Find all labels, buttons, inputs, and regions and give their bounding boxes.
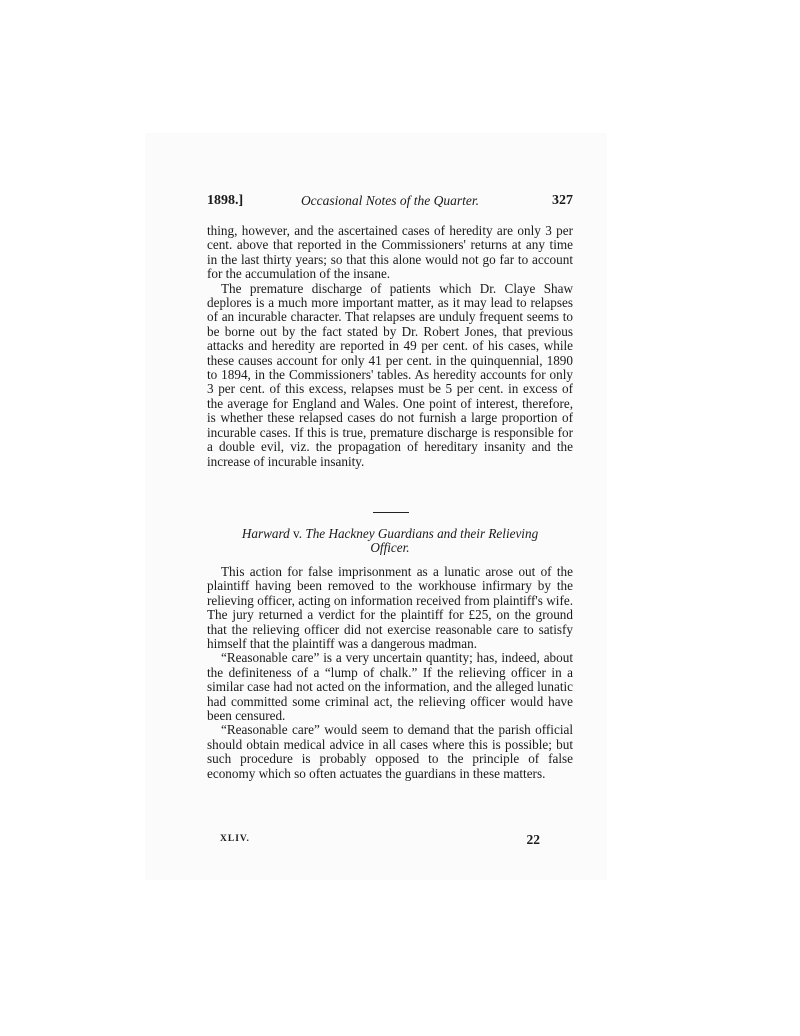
running-head <box>207 193 573 211</box>
paragraph: The premature discharge of patients which Dr. Claye Shaw deplores is a much more important matter, as it may lead to relapses of an incurable character. That relapses are unduly frequent seems to be borne out by the fact stated by Dr. Robert Jones, that previous attacks and heredity are reported in 49 per cent. of his cases, while these causes account for only 41 per cent. in the quinquennial, 1890 to 1894, in the Commissioners' tables. As heredity accounts for only 3 per cent. of this excess, relapses must be 5 per cent. in excess of the average for England and Wales. One point of interest, therefore, is whether these relapsed cases do not furnish a large proportion of incurable cases. If this is true, premature discharge is responsible for a double evil, viz. the propagation of hereditary insanity and the increase of incurable insanity. <box>207 280 573 469</box>
section-1-text <box>207 224 573 469</box>
paragraph: “Reasonable care” would seem to demand that the parish official should obtain medical advice in all cases where this is possible; but such procedure is probably opposed to the principle of false economy which so often actuates the guardians in these matters. <box>207 722 573 781</box>
paragraph: thing, however, and the ascertained cases of heredity are only 3 per cent. above that reported in the Commissioners' returns at any time in the last thirty years; so that this alone would not go far to account for the accumulation of the insane. <box>207 223 573 282</box>
heading-versus: v. <box>289 526 306 541</box>
heading-defendant: The Hackney Guardians and their Relieving Officer. <box>305 526 539 556</box>
heading-plaintiff: Harward <box>241 526 290 541</box>
section-divider-rule <box>373 512 409 513</box>
page-number: 327 <box>552 193 573 208</box>
section-heading <box>207 527 573 556</box>
section-2-text <box>207 565 573 781</box>
paragraph: “Reasonable care” is a very uncertain quantity; has, indeed, about the definiteness of a “lump of chalk.” If the relieving officer in a similar case had not acted on the information, and the alleged lunatic had committed some criminal act, the relieving officer would have been censured. <box>207 650 573 724</box>
signature-mark: XLIV. <box>220 834 250 844</box>
page-footer <box>220 832 540 848</box>
running-head-year: 1898.] <box>207 193 244 208</box>
paragraph: This action for false imprisonment as a lunatic arose out of the plaintiff having been removed to the workhouse infirmary by the relieving officer, acting on information received from plaintiff's wife. The jury returned a verdict for the plaintiff for £25, on the ground that the relieving officer did not exercise reasonable care to satisfy himself that the plaintiff was a dangerous madman. <box>207 564 573 652</box>
sheet-number: 22 <box>526 832 540 847</box>
running-head-title: Occasional Notes of the Quarter. <box>300 193 480 208</box>
